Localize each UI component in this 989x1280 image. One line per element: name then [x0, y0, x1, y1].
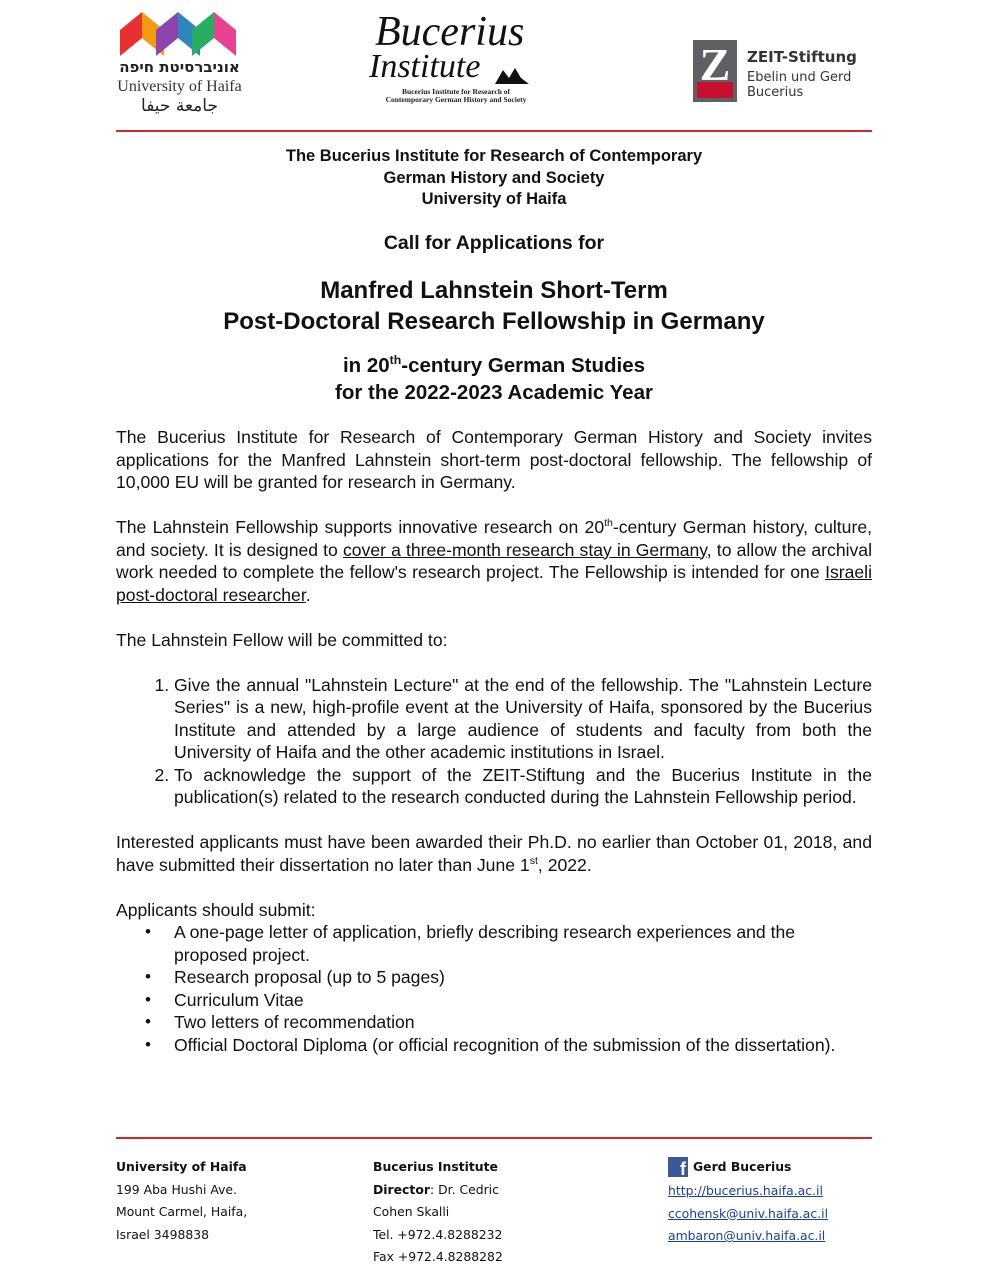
footer-university-address: University of Haifa 199 Aba Hushi Ave. Mount Carmel, Haifa, Israel 3498838: [116, 1159, 248, 1242]
commitment-item: 1. Give the annual "Lahnstein Lecture" at the end of the fellowship. The "Lahnstein Lecture Series" is a new, high-profile event at the University of Haifa, sponsored by the Bucerius Institute and attended by a large audience of students and faculty from both the University of Haifa and the other academic institutions in Israel.: [174, 674, 872, 764]
email-link-cohensk[interactable]: ccohensk@univ.haifa.ac.il: [668, 1205, 829, 1221]
haifa-hebrew-name: אוניברסיטת חיפה: [119, 58, 240, 76]
footer-institute-contact: Bucerius Institute Director: Dr. Cedric Cohen Skalli Tel. +972.4.8288232 Fax +972.4.8288282: [373, 1159, 503, 1265]
university-of-haifa-logo: [112, 8, 247, 120]
intro-paragraph: The Bucerius Institute for Research of Contemporary German History and Society invites applications for the Manfred Lahnstein short-term post-doctoral fellowship. The fellowship of 10,000 EU will be granted for research in Germany.: [116, 427, 872, 492]
haifa-arabic-name: جامعة حيفا: [141, 96, 218, 116]
bucerius-logo-word: Bucerius: [375, 9, 525, 55]
zeit-stiftung-logo: [693, 40, 873, 102]
zeit-logo-line2: Ebelin und Gerd: [747, 70, 852, 85]
commitment-intro: The Lahnstein Fellow will be committed to:: [116, 629, 448, 650]
submission-item: • Curriculum Vitae: [174, 989, 872, 1012]
submission-item: • Two letters of recommendation: [174, 1011, 872, 1034]
fellowship-description-paragraph: The Lahnstein Fellowship supports innovative research on 20th-century German history, culture, and society. It is designed to cover a three-month research stay in Germany, to allow the archival work needed to complete the fellow's research project. The Fellowship is intended for one Israeli post-doctoral researcher.: [116, 517, 872, 605]
facebook-name: Gerd Bucerius: [693, 1158, 792, 1174]
eligibility-paragraph: Interested applicants must have been awarded their Ph.D. no earlier than October 01, 2018, and have submitted their dissertation no later than June 1st, 2022.: [116, 832, 872, 875]
researcher-underlined: Israeli post-doctoral researcher: [116, 562, 872, 605]
bucerius-institute-logo: [365, 8, 545, 113]
facebook-icon: f: [668, 1157, 688, 1177]
fellowship-title: Manfred Lahnstein Short-Term Post-Doctoral Research Fellowship in Germany: [223, 277, 765, 335]
footer-links: [668, 1154, 878, 1248]
fellowship-subtitle: in 20th-century German Studies for the 2022-2023 Academic Year: [335, 353, 653, 404]
research-stay-underlined: cover a three-month research stay in Germany: [342, 539, 707, 560]
submit-intro: Applicants should submit:: [116, 899, 316, 920]
facebook-link[interactable]: [668, 1154, 878, 1180]
header-divider: [116, 130, 872, 132]
bucerius-logo-subtitle: Bucerius Institute for Research of Contemporary German History and Society: [385, 87, 527, 104]
submission-list: [116, 921, 872, 1056]
document-body: [116, 426, 872, 1056]
bucerius-mark-icon: [495, 66, 529, 84]
submission-item: • A one-page letter of application, briefly describing research experiences and the proposed project.: [174, 921, 872, 966]
zeit-logo-line3: Bucerius: [747, 85, 804, 100]
submission-item: • Research proposal (up to 5 pages): [174, 966, 872, 989]
zeit-logo-letter: Z: [699, 39, 731, 90]
email-link-ambaron[interactable]: ambaron@univ.haifa.ac.il: [668, 1228, 826, 1244]
call-heading: Call for Applications for: [383, 232, 605, 254]
haifa-roof-icon: [112, 8, 247, 58]
zeit-logo-name: ZEIT-Stiftung: [747, 48, 857, 66]
footer-divider: [116, 1137, 872, 1139]
institute-name: The Bucerius Institute for Research of Contemporary German History and Society University of Haifa: [285, 147, 703, 208]
haifa-english-name: University of Haifa: [117, 78, 242, 95]
commitments-list: [116, 674, 872, 809]
website-link[interactable]: http://bucerius.haifa.ac.il: [668, 1183, 823, 1198]
submission-item: • Official Doctoral Diploma (or official recognition of the submission of the dissertation).: [174, 1034, 872, 1057]
commitment-item: 2. To acknowledge the support of the ZEIT-Stiftung and the Bucerius Institute in the publication(s) related to the research conducted during the Lahnstein Fellowship period.: [174, 764, 872, 809]
institute-logo-word: Institute: [369, 48, 481, 85]
